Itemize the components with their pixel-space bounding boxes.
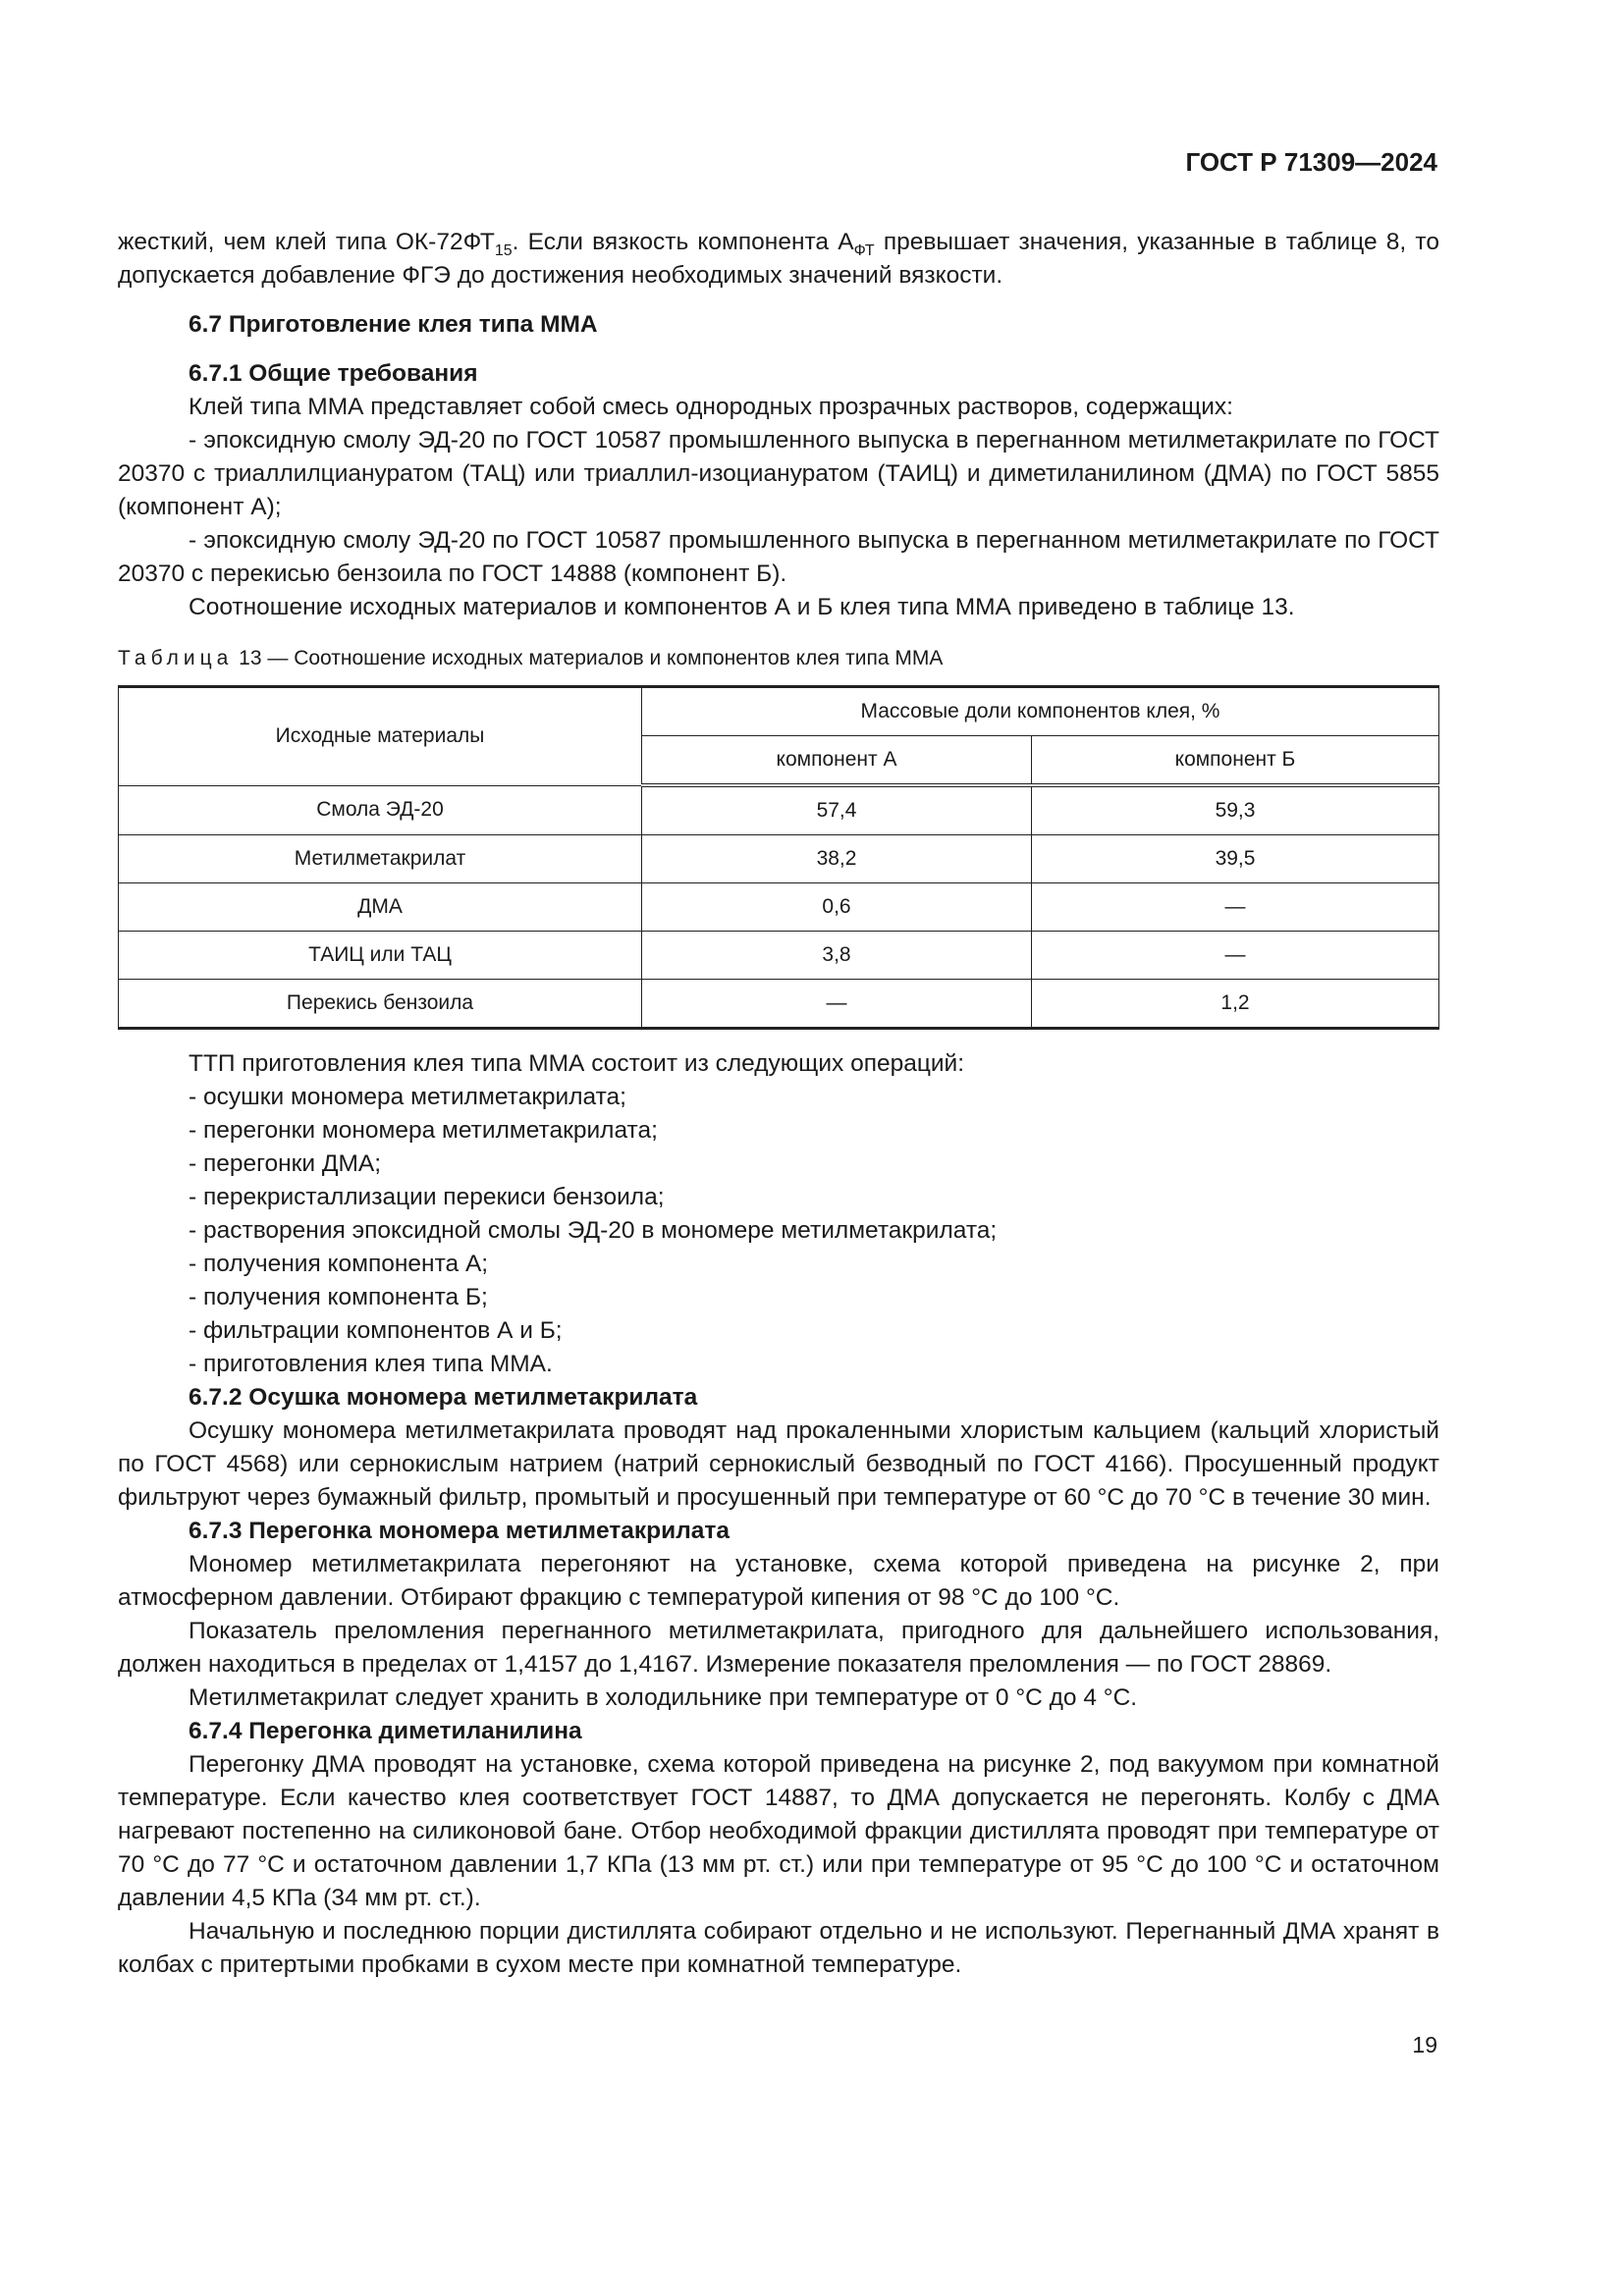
- document-id: ГОСТ Р 71309—2024: [1185, 147, 1437, 177]
- intro-text: превышает значения, указанные в таблице 8, то допускается добавление ФГЭ до достижения необходимых значений вязкости.: [118, 229, 1439, 289]
- table-cell: 1,2: [1032, 980, 1439, 1029]
- paragraph: Перегонку ДМА проводят на установке, схема которой приведена на рисунке 2, под вакуумом при комнатной температуре. Если качество клея соответствует ГОСТ 14887, то ДМА допускается не перегонять. Колбу с ДМА нагревают постепенно на силиконовой бане. Отбор необходимой фракции дистиллята проводят при температуре от 70 °С до 77 °С и остаточном давлении 1,7 КПа (13 мм рт. ст.) или при температуре от 95 °С до 100 °С и остаточном давлении 4,5 КПа (34 мм рт. ст.).: [118, 1751, 1439, 1911]
- table-cell: 0,6: [642, 883, 1032, 932]
- header-cell: Массовые доли компонентов клея, %: [642, 687, 1439, 736]
- list-item: - перегонки ДМА;: [189, 1150, 382, 1177]
- intro-paragraph: [118, 226, 1439, 293]
- table-cell: 3,8: [642, 932, 1032, 980]
- table-cell: 59,3: [1032, 785, 1439, 835]
- table-row: [119, 932, 1439, 980]
- list-item: - приготовления клея типа ММА.: [189, 1351, 553, 1377]
- list-item: - перекристаллизации перекиси бензоила;: [189, 1184, 665, 1210]
- intro-text: . Если вязкость компонента А: [512, 229, 854, 255]
- intro-text: жесткий, чем клей типа ОК-72ФТ: [118, 229, 495, 255]
- paragraph: ТТП приготовления клея типа ММА состоит из следующих операций:: [189, 1050, 965, 1077]
- paragraph: Мономер метилметакрилата перегоняют на установке, схема которой приведена на рисунке 2, при атмосферном давлении. Отбирают фракцию с температурой кипения от 98 °С до 100 °С.: [118, 1551, 1439, 1611]
- paragraph: Показатель преломления перегнанного метилметакрилата, пригодного для дальнейшего использования, должен находиться в пределах от 1,4157 до 1,4167. Измерение показателя преломления — по ГОСТ 28869.: [118, 1618, 1439, 1678]
- list-item: - получения компонента Б;: [189, 1284, 488, 1310]
- page-body: [118, 226, 1439, 1982]
- subscript: ФТ: [853, 241, 875, 259]
- table-row: [119, 785, 1439, 835]
- page-number: 19: [1412, 2032, 1437, 2057]
- paragraph: Метилметакрилат следует хранить в холодильнике при температуре от 0 °С до 4 °С.: [189, 1684, 1138, 1711]
- table-cell: Перекись бензоила: [119, 980, 642, 1029]
- section-heading-6-7-1: 6.7.1 Общие требования: [189, 360, 478, 387]
- table-caption-label: Таблица: [118, 647, 234, 669]
- table-cell: 39,5: [1032, 835, 1439, 883]
- table-caption: [118, 644, 1439, 673]
- section-heading-6-7-4: 6.7.4 Перегонка диметиланилина: [189, 1718, 582, 1744]
- table-cell: 38,2: [642, 835, 1032, 883]
- table-cell: Смола ЭД-20: [119, 785, 642, 835]
- list-item: - осушки мономера метилметакрилата;: [189, 1084, 626, 1110]
- header-cell: компонент Б: [1032, 736, 1439, 786]
- table-cell: —: [642, 980, 1032, 1029]
- table-cell: Метилметакрилат: [119, 835, 642, 883]
- list-item: - растворения эпоксидной смолы ЭД-20 в мономере метилметакрилата;: [189, 1217, 998, 1244]
- table-cell: —: [1032, 932, 1439, 980]
- header-cell: компонент А: [642, 736, 1032, 786]
- table-caption-text: 13 — Соотношение исходных материалов и компонентов клея типа ММА: [233, 647, 944, 669]
- header-cell: Исходные материалы: [119, 687, 642, 786]
- paragraph: Соотношение исходных материалов и компонентов А и Б клея типа ММА приведено в таблице 13.: [189, 594, 1295, 620]
- table-cell: ТАИЦ или ТАЦ: [119, 932, 642, 980]
- table-cell: ДМА: [119, 883, 642, 932]
- list-item: - получения компонента А;: [189, 1251, 489, 1277]
- paragraph: - эпоксидную смолу ЭД-20 по ГОСТ 10587 промышленного выпуска в перегнанном метилметакрилате по ГОСТ 20370 с триаллилциануратом (ТАЦ) или триаллил-изоциануратом (ТАИЦ) и диметиланилином (ДМА) по ГОСТ 5855 (компонент А);: [118, 427, 1439, 520]
- paragraph: Осушку мономера метилметакрилата проводят над прокаленными хлористым кальцием (кальций хлористый по ГОСТ 4568) или сернокислым натрием (натрий сернокислый безводный по ГОСТ 4166). Просушенный продукт фильтруют через бумажный фильтр, промытый и просушенный при температуре от 60 °С до 70 °С в течение 30 мин.: [118, 1417, 1439, 1511]
- paragraph: Клей типа ММА представляет собой смесь однородных прозрачных растворов, содержащих:: [189, 394, 1233, 420]
- list-item: - перегонки мономера метилметакрилата;: [189, 1117, 658, 1144]
- section-heading-6-7: 6.7 Приготовление клея типа ММА: [189, 311, 598, 338]
- list-item: - фильтрации компонентов А и Б;: [189, 1317, 563, 1344]
- composition-table: [118, 685, 1439, 1030]
- table-cell: 57,4: [642, 785, 1032, 835]
- paragraph: Начальную и последнюю порции дистиллята собирают отдельно и не используют. Перегнанный ДМА хранят в колбах с притертыми пробками в сухом месте при комнатной температуре.: [118, 1918, 1439, 1978]
- paragraph: - эпоксидную смолу ЭД-20 по ГОСТ 10587 промышленного выпуска в перегнанном метилметакрилате по ГОСТ 20370 с перекисью бензоила по ГОСТ 14888 (компонент Б).: [118, 527, 1439, 587]
- section-heading-6-7-3: 6.7.3 Перегонка мономера метилметакрилата: [189, 1518, 731, 1544]
- table-row: [119, 980, 1439, 1029]
- operations-list: [118, 1081, 1439, 1381]
- section-heading-6-7-2: 6.7.2 Осушка мономера метилметакрилата: [189, 1384, 698, 1411]
- subscript: 15: [494, 241, 513, 259]
- table-cell: —: [1032, 883, 1439, 932]
- table-row: [119, 835, 1439, 883]
- table-row: [119, 883, 1439, 932]
